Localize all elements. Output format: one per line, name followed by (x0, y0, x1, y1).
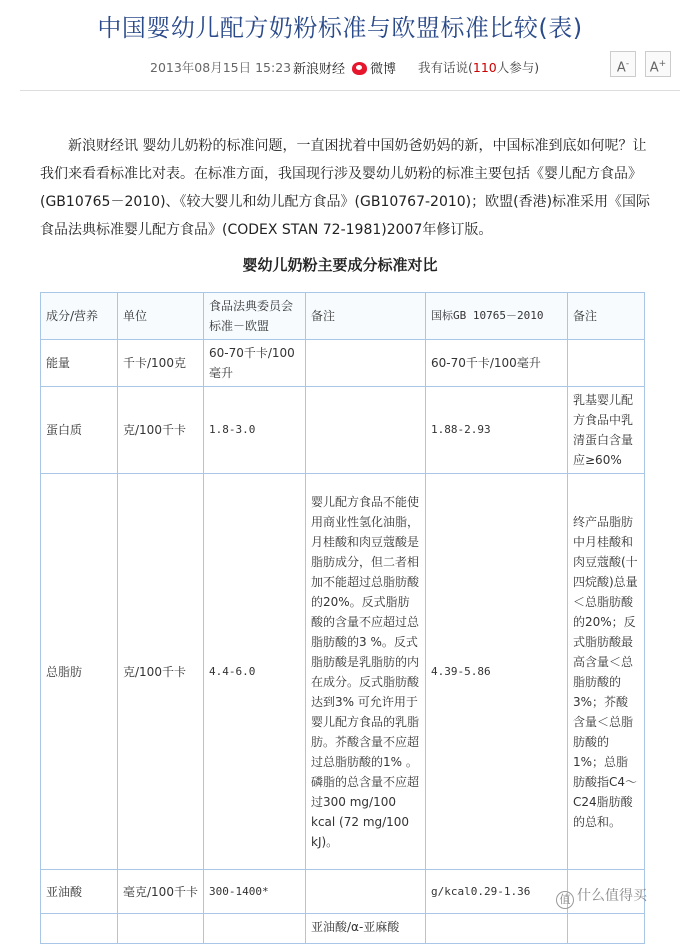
table-cell: 能量 (41, 340, 118, 387)
standards-table (40, 292, 645, 944)
table-cell: 亚油酸 (41, 870, 118, 914)
font-larger-label: A (649, 60, 659, 76)
table-cell: 千卡/100克 (118, 340, 204, 387)
weibo-icon (352, 62, 367, 75)
font-larger-mark: + (658, 59, 667, 69)
font-larger-button[interactable] (645, 51, 671, 77)
source-link[interactable]: 新浪财经 (293, 62, 346, 77)
weibo-link[interactable] (352, 58, 396, 77)
article-meta (0, 58, 680, 78)
article-intro: 新浪财经讯 婴幼儿奶粉的标准问题，一直困扰着中国奶爸奶妈的新，中国标准到底如何呢？让我们来看看标准比对表。在标准方面，我国现行涉及婴幼儿奶粉的标准主要包括《婴儿配方食品》(GB10765－2010)、《较大婴儿和幼儿配方食品》(GB10767-2010)；欧盟(香港)标准采用《国际食品法典标准婴儿配方食品》(CODEX STAN 72-1981)2007年修订版。 (40, 138, 651, 238)
table-header-row (41, 293, 645, 340)
comment-count: 110 (472, 60, 497, 75)
header-cell: 食品法典委员会标准－欧盟 (204, 293, 306, 340)
table-cell: 亚油酸/α-亚麻酸 (306, 914, 426, 944)
header-cell: 备注 (306, 293, 426, 340)
table-cell (204, 914, 306, 944)
comment-prefix: 我有话说( (418, 60, 473, 75)
site-watermark (556, 885, 647, 909)
comment-suffix: 人参与) (496, 60, 540, 75)
table-cell: 婴儿配方食品不能使用商业性氢化油脂，月桂酸和肉豆蔻酸是脂肪成分，但二者相加不能超过总脂肪酸的20%。反式脂肪酸的含量不应超过总脂肪酸的3 %。反式脂肪酸是乳脂肪的内在成分。反式脂肪酸达到3% 可允许用于婴儿配方食品的乳脂肪。芥酸含量不应超过总脂肪酸的1% 。磷脂的总含量不应超过300 mg/100 kcal (72 mg/100 kJ)。 (306, 474, 426, 870)
table-cell: 60-70千卡/100毫升 (204, 340, 306, 387)
table-cell (118, 914, 204, 944)
table-cell: 克/100千卡 (118, 387, 204, 474)
table-cell: 4.39-5.86 (426, 474, 568, 870)
table-cell: 毫克/100千卡 (118, 870, 204, 914)
table-cell (306, 870, 426, 914)
table-row (41, 474, 645, 870)
header-cell: 国标GB 10765－2010 (426, 293, 568, 340)
table-cell (426, 914, 568, 944)
table-cell: 300-1400* (204, 870, 306, 914)
table-cell (568, 340, 645, 387)
font-smaller-label: A (616, 60, 626, 76)
table-cell: g/kcal0.29-1.36 (426, 870, 568, 914)
table-cell: 1.8-3.0 (204, 387, 306, 474)
table-cell: 60-70千卡/100毫升 (426, 340, 568, 387)
table-cell: 总脂肪 (41, 474, 118, 870)
weibo-label: 微博 (370, 62, 397, 77)
table-row (41, 340, 645, 387)
watermark-text: 什么值得买 (577, 888, 647, 904)
font-smaller-button[interactable] (610, 51, 636, 77)
table-cell (41, 914, 118, 944)
table-cell: 乳基婴儿配方食品中乳清蛋白含量应≥60% (568, 387, 645, 474)
table-cell: 克/100千卡 (118, 474, 204, 870)
table-row (41, 914, 645, 944)
header-divider (20, 90, 680, 91)
table-cell (306, 340, 426, 387)
table-row (41, 387, 645, 474)
table-cell: 4.4-6.0 (204, 474, 306, 870)
table-title: 婴幼儿奶粉主要成分标准对比 (242, 256, 438, 274)
publish-date: 2013年08月15日 15:23 (150, 60, 292, 75)
header-cell: 备注 (568, 293, 645, 340)
table-cell: 1.88-2.93 (426, 387, 568, 474)
comment-link[interactable] (418, 58, 539, 76)
watermark-logo-icon: 值 (556, 891, 574, 909)
table-cell: 终产品脂肪中月桂酸和肉豆蔻酸(十四烷酸)总量＜总脂肪酸的20%；反式脂肪酸最高含量＜总脂肪酸的3%；芥酸含量＜总脂肪酸的1%；总脂肪酸指C4～C24脂肪酸的总和。 (568, 474, 645, 870)
table-cell (306, 387, 426, 474)
table-cell: 蛋白质 (41, 387, 118, 474)
header-cell: 单位 (118, 293, 204, 340)
table-row (41, 870, 645, 914)
header-cell: 成分/营养 (41, 293, 118, 340)
font-smaller-mark: - (625, 59, 630, 69)
article-title: 中国婴幼儿配方奶粉标准与欧盟标准比较(表) (97, 14, 583, 42)
table-cell (568, 914, 645, 944)
